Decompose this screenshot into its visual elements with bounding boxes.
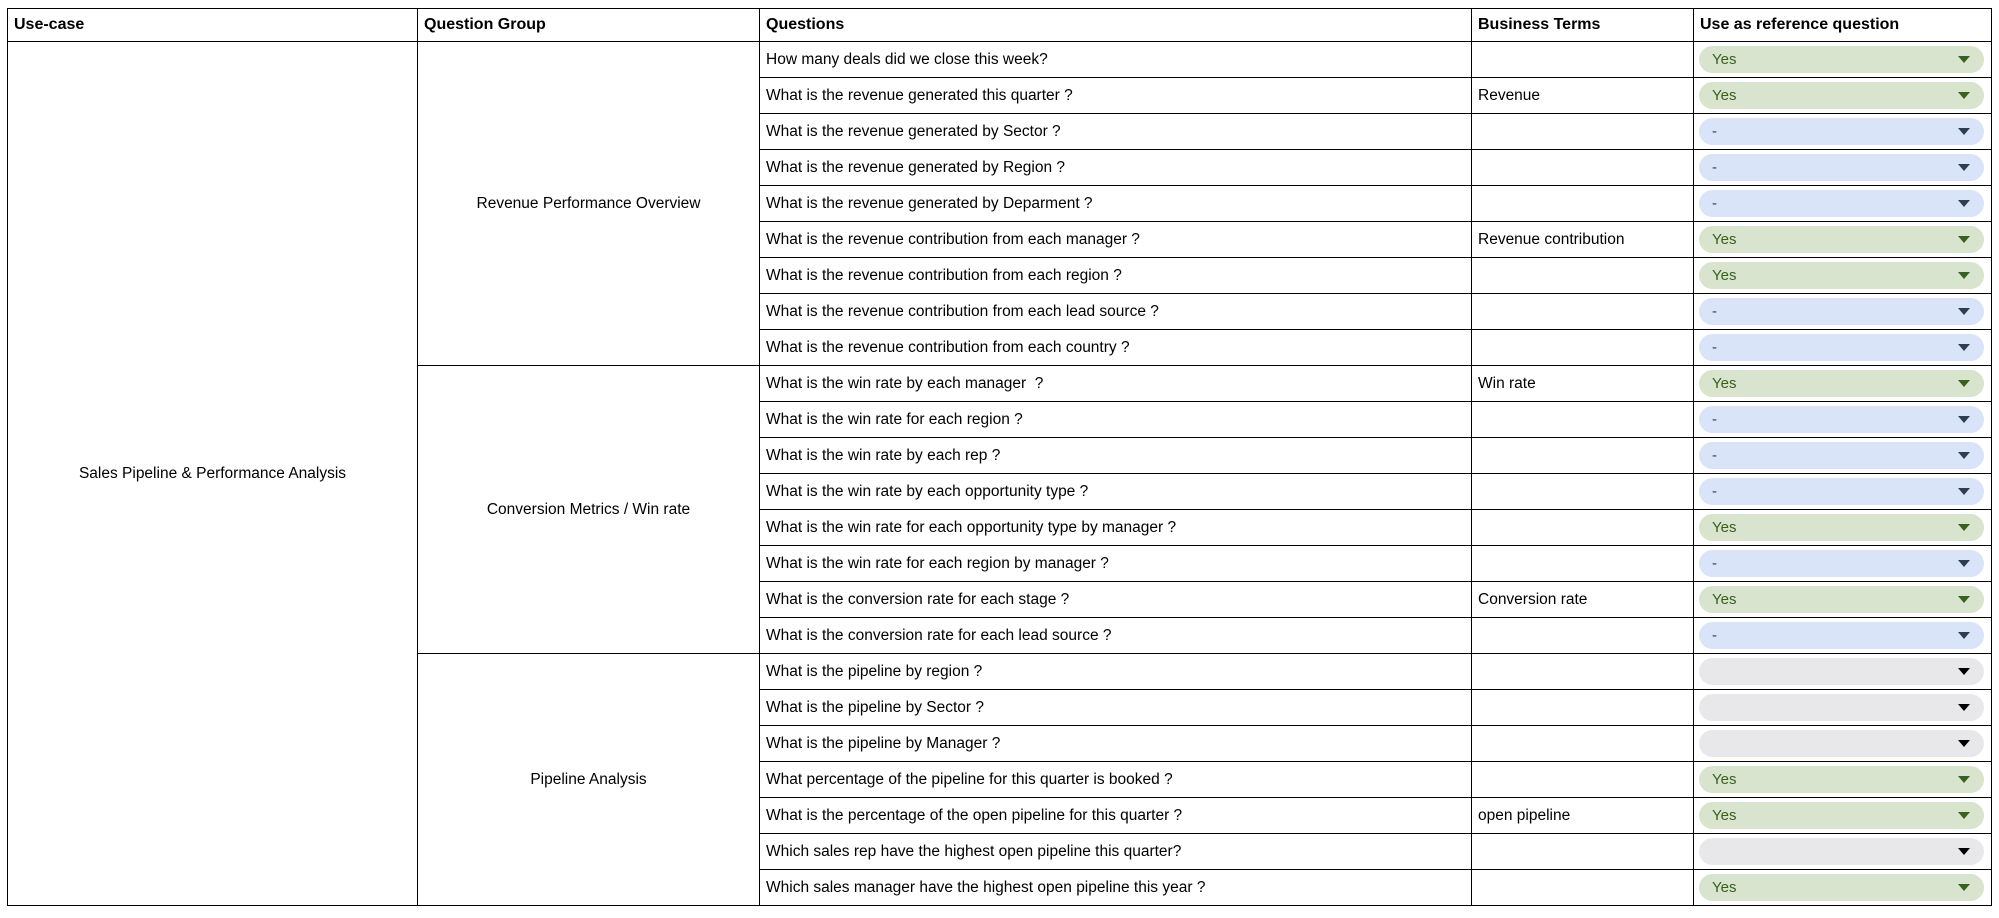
dropdown-value: - (1712, 339, 1717, 356)
reference-question-dropdown[interactable] (1699, 586, 1984, 613)
question-cell: What is the revenue contribution from each country ? (760, 330, 1472, 366)
business-term-cell (1472, 726, 1694, 762)
col-header-question-group: Question Group (418, 9, 760, 42)
dropdown-value: - (1712, 627, 1717, 644)
reference-question-dropdown[interactable] (1699, 226, 1984, 253)
dropdown-value: - (1712, 555, 1717, 572)
reference-question-dropdown[interactable] (1699, 190, 1984, 217)
chevron-down-icon (1958, 344, 1970, 351)
reference-question-cell (1694, 546, 1992, 582)
question-cell: Which sales manager have the highest open pipeline this year ? (760, 870, 1472, 906)
reference-question-dropdown[interactable] (1699, 550, 1984, 577)
question-cell: What is the revenue contribution from each region ? (760, 258, 1472, 294)
dropdown-value: Yes (1712, 51, 1737, 68)
dropdown-value: - (1712, 303, 1717, 320)
business-term-cell: Win rate (1472, 366, 1694, 402)
reference-question-cell (1694, 258, 1992, 294)
business-term-cell (1472, 438, 1694, 474)
reference-question-cell (1694, 222, 1992, 258)
question-group-cell: Revenue Performance Overview (418, 42, 760, 366)
business-term-cell: open pipeline (1472, 798, 1694, 834)
dropdown-value: - (1712, 159, 1717, 176)
business-term-cell (1472, 618, 1694, 654)
chevron-down-icon (1958, 848, 1970, 855)
reference-question-cell (1694, 762, 1992, 798)
chevron-down-icon (1958, 632, 1970, 639)
business-term-cell (1472, 402, 1694, 438)
business-term-cell (1472, 834, 1694, 870)
reference-question-dropdown[interactable] (1699, 694, 1984, 721)
business-term-cell (1472, 762, 1694, 798)
question-cell: What is the conversion rate for each lead source ? (760, 618, 1472, 654)
business-term-cell (1472, 510, 1694, 546)
header-row (8, 9, 1992, 42)
question-cell: What is the win rate by each manager ? (760, 366, 1472, 402)
question-cell: What is the revenue contribution from each lead source ? (760, 294, 1472, 330)
reference-question-dropdown[interactable] (1699, 838, 1984, 865)
business-term-cell (1472, 42, 1694, 78)
reference-question-dropdown[interactable] (1699, 766, 1984, 793)
business-term-cell (1472, 258, 1694, 294)
question-cell: What is the win rate for each opportunity type by manager ? (760, 510, 1472, 546)
reference-question-dropdown[interactable] (1699, 622, 1984, 649)
question-cell: What is the revenue generated by Region ? (760, 150, 1472, 186)
dropdown-value: Yes (1712, 231, 1737, 248)
reference-question-dropdown[interactable] (1699, 154, 1984, 181)
chevron-down-icon (1958, 812, 1970, 819)
reference-question-cell (1694, 366, 1992, 402)
question-cell: What is the pipeline by Sector ? (760, 690, 1472, 726)
chevron-down-icon (1958, 668, 1970, 675)
reference-question-dropdown[interactable] (1699, 406, 1984, 433)
chevron-down-icon (1958, 56, 1970, 63)
chevron-down-icon (1958, 560, 1970, 567)
question-cell: Which sales rep have the highest open pipeline this quarter? (760, 834, 1472, 870)
business-term-cell (1472, 330, 1694, 366)
reference-question-cell (1694, 690, 1992, 726)
reference-question-dropdown[interactable] (1699, 334, 1984, 361)
chevron-down-icon (1958, 488, 1970, 495)
question-cell: What is the revenue contribution from each manager ? (760, 222, 1472, 258)
dropdown-value: - (1712, 483, 1717, 500)
chevron-down-icon (1958, 200, 1970, 207)
reference-question-cell (1694, 510, 1992, 546)
reference-question-dropdown[interactable] (1699, 478, 1984, 505)
question-cell: What is the percentage of the open pipeline for this quarter ? (760, 798, 1472, 834)
question-cell: What is the revenue generated this quarter ? (760, 78, 1472, 114)
reference-question-cell (1694, 474, 1992, 510)
dropdown-value: Yes (1712, 807, 1737, 824)
business-term-cell: Revenue contribution (1472, 222, 1694, 258)
reference-question-cell (1694, 618, 1992, 654)
question-cell: What is the pipeline by Manager ? (760, 726, 1472, 762)
dropdown-value: - (1712, 195, 1717, 212)
business-term-cell (1472, 474, 1694, 510)
dropdown-value: - (1712, 447, 1717, 464)
reference-question-cell (1694, 78, 1992, 114)
reference-question-dropdown[interactable] (1699, 730, 1984, 757)
chevron-down-icon (1958, 596, 1970, 603)
reference-question-dropdown[interactable] (1699, 46, 1984, 73)
chevron-down-icon (1958, 380, 1970, 387)
dropdown-value: Yes (1712, 267, 1737, 284)
question-cell: What is the pipeline by region ? (760, 654, 1472, 690)
reference-question-cell (1694, 330, 1992, 366)
dropdown-value: Yes (1712, 591, 1737, 608)
business-term-cell (1472, 546, 1694, 582)
business-term-cell (1472, 186, 1694, 222)
business-term-cell: Revenue (1472, 78, 1694, 114)
reference-question-dropdown[interactable] (1699, 82, 1984, 109)
chevron-down-icon (1958, 452, 1970, 459)
question-cell: What is the win rate by each opportunity type ? (760, 474, 1472, 510)
col-header-questions: Questions (760, 9, 1472, 42)
chevron-down-icon (1958, 524, 1970, 531)
question-cell: What is the win rate for each region by manager ? (760, 546, 1472, 582)
reference-question-cell (1694, 870, 1992, 906)
chevron-down-icon (1958, 272, 1970, 279)
question-group-cell: Pipeline Analysis (418, 654, 760, 906)
business-term-cell (1472, 870, 1694, 906)
reference-question-dropdown[interactable] (1699, 442, 1984, 469)
reference-question-cell (1694, 150, 1992, 186)
reference-question-cell (1694, 798, 1992, 834)
question-cell: What is the win rate by each rep ? (760, 438, 1472, 474)
dropdown-value: Yes (1712, 879, 1737, 896)
chevron-down-icon (1958, 164, 1970, 171)
reference-questions-table (7, 8, 1992, 906)
reference-question-cell (1694, 186, 1992, 222)
reference-question-dropdown[interactable] (1699, 514, 1984, 541)
question-cell: What is the win rate for each region ? (760, 402, 1472, 438)
question-group-cell: Conversion Metrics / Win rate (418, 366, 760, 654)
reference-question-cell (1694, 402, 1992, 438)
chevron-down-icon (1958, 92, 1970, 99)
reference-question-cell (1694, 582, 1992, 618)
dropdown-value: - (1712, 123, 1717, 140)
question-cell: What is the revenue generated by Sector ? (760, 114, 1472, 150)
business-term-cell (1472, 150, 1694, 186)
dropdown-value: Yes (1712, 375, 1737, 392)
reference-question-cell (1694, 114, 1992, 150)
question-cell: What percentage of the pipeline for this quarter is booked ? (760, 762, 1472, 798)
business-term-cell (1472, 690, 1694, 726)
dropdown-value: Yes (1712, 519, 1737, 536)
reference-question-dropdown[interactable] (1699, 262, 1984, 289)
table-row (8, 42, 1992, 78)
dropdown-value: Yes (1712, 771, 1737, 788)
chevron-down-icon (1958, 308, 1970, 315)
business-term-cell (1472, 654, 1694, 690)
reference-question-dropdown[interactable] (1699, 874, 1984, 901)
business-term-cell (1472, 114, 1694, 150)
dropdown-value: - (1712, 411, 1717, 428)
reference-question-cell (1694, 42, 1992, 78)
reference-question-cell (1694, 726, 1992, 762)
col-header-use-as-reference-question: Use as reference question (1694, 9, 1992, 42)
reference-question-dropdown[interactable] (1699, 802, 1984, 829)
chevron-down-icon (1958, 740, 1970, 747)
use-case-cell: Sales Pipeline & Performance Analysis (8, 42, 418, 906)
dropdown-value: Yes (1712, 87, 1737, 104)
col-header-use-case: Use-case (8, 9, 418, 42)
reference-question-dropdown[interactable] (1699, 370, 1984, 397)
reference-question-dropdown[interactable] (1699, 118, 1984, 145)
question-cell: What is the conversion rate for each stage ? (760, 582, 1472, 618)
question-cell: How many deals did we close this week? (760, 42, 1472, 78)
chevron-down-icon (1958, 776, 1970, 783)
chevron-down-icon (1958, 128, 1970, 135)
reference-question-cell (1694, 654, 1992, 690)
business-term-cell (1472, 294, 1694, 330)
reference-question-dropdown[interactable] (1699, 658, 1984, 685)
reference-question-cell (1694, 834, 1992, 870)
reference-question-cell (1694, 294, 1992, 330)
reference-question-cell (1694, 438, 1992, 474)
chevron-down-icon (1958, 884, 1970, 891)
reference-question-dropdown[interactable] (1699, 298, 1984, 325)
chevron-down-icon (1958, 704, 1970, 711)
business-term-cell: Conversion rate (1472, 582, 1694, 618)
chevron-down-icon (1958, 236, 1970, 243)
col-header-business-terms: Business Terms (1472, 9, 1694, 42)
chevron-down-icon (1958, 416, 1970, 423)
question-cell: What is the revenue generated by Deparment ? (760, 186, 1472, 222)
